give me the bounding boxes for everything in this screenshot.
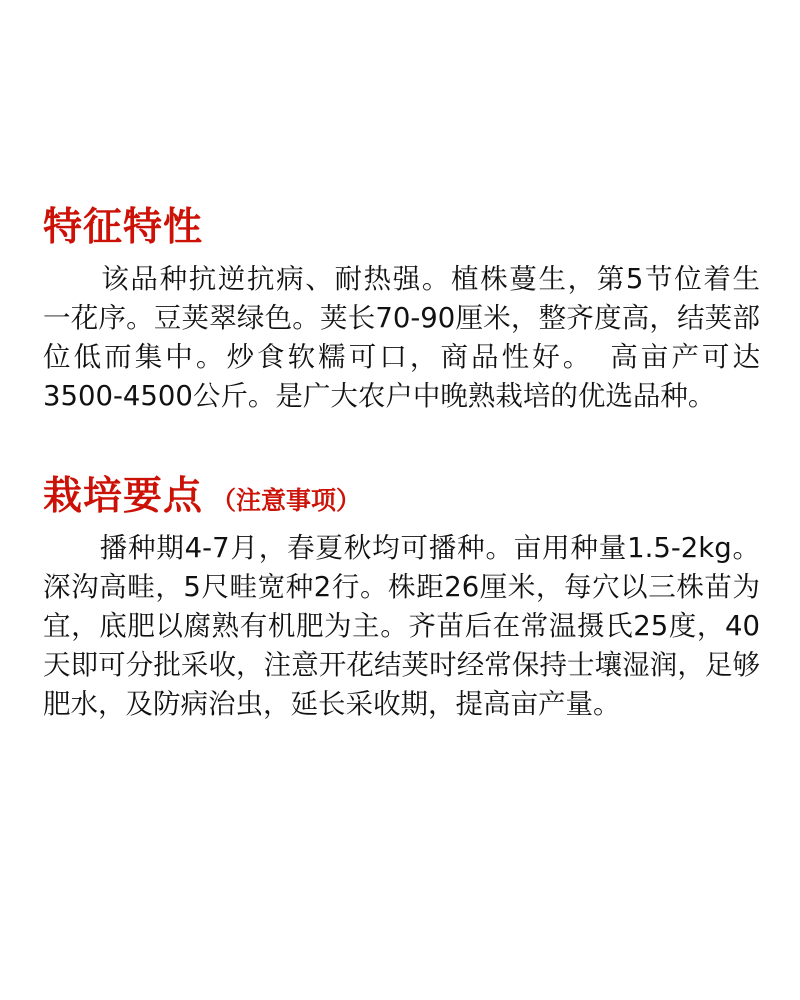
section-heading bbox=[43, 474, 760, 519]
section-heading bbox=[43, 205, 760, 250]
section-cultivation-key-points bbox=[43, 474, 760, 724]
section-paragraph: 播种期4-7月，春夏秋均可播种。亩用种量1.5-2kg。深沟高畦，5尺畦宽种2行。株距26厘米，每穴以三株苗为宜，底肥以腐熟有机肥为主。齐苗后在常温摄氏25度，40天即可分批采收，注意开花结荚时经常保持士壤湿润，足够肥水，及防病治虫，延长采收期，提高亩产量。 bbox=[43, 531, 760, 721]
section-characteristics bbox=[43, 204, 788, 416]
section-heading-text: 特征特性 bbox=[43, 204, 204, 250]
section-paragraph: 该品种抗逆抗病、耐热强。植株蔓生，第5节位着生 一花序。豆荚翠绿色。荚长70-90厘米，整齐度高，结荚部位低而集中。炒食软糯可口，商品性好。 高亩产可达3500-4500公斤。是广大农户中晚熟栽培的优选品种。 bbox=[43, 262, 788, 412]
section-heading-text: 栽培要点 bbox=[43, 473, 204, 520]
section-heading-note: （注意事项） bbox=[211, 486, 362, 516]
